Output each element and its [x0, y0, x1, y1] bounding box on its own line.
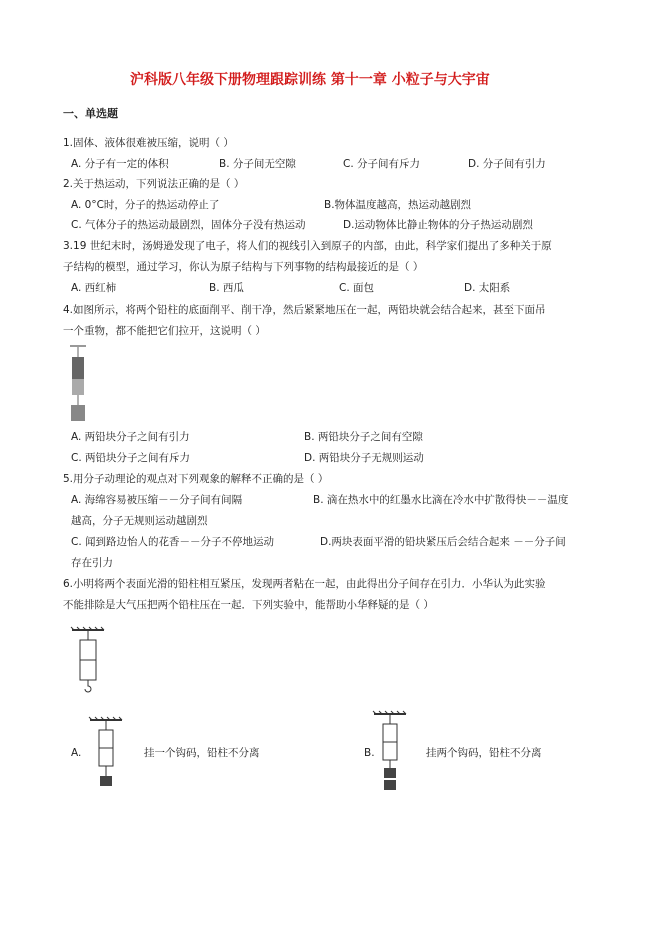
q6-option-a: 挂一个钩码，铅柱不分离: [144, 747, 260, 759]
q3-option-b: B. 西瓜: [209, 282, 244, 294]
q1-option-d: D. 分子间有引力: [468, 158, 546, 170]
q4-option-a: A. 两铅块分子之间有引力: [71, 431, 190, 443]
lead-cylinder-one-weight: [88, 716, 128, 796]
q6-option-b-label: B.: [364, 747, 375, 759]
q4-option-d: D. 两铅块分子无规则运动: [304, 452, 424, 464]
q3-option-a: A. 西红柿: [71, 282, 117, 294]
q2-option-b: B.物体温度越高，热运动越剧烈: [324, 199, 472, 211]
q1-option-b: B. 分子间无空隙: [219, 158, 296, 170]
q3-option-d: D. 太阳系: [464, 282, 511, 294]
q6-stem-line1: 6.小明将两个表面光滑的铅柱相互紧压，发现两者粘在一起，由此得出分子间存在引力．小华认为此实验: [63, 578, 546, 590]
q5-option-a: A. 海绵容易被压缩－－分子间有间隔: [71, 494, 243, 506]
section-heading: 一、单选题: [63, 107, 118, 120]
lead-cylinder-two-weights: [372, 710, 412, 800]
q5-stem: 5.用分子动理论的观点对下列观象的解释不正确的是（ ）: [63, 473, 329, 485]
q5-option-b-line1: B. 滴在热水中的红墨水比滴在冷水中扩散得快－－温度: [313, 494, 569, 506]
q4-option-b: B. 两铅块分子之间有空隙: [304, 431, 423, 443]
q1-stem: 1.固体、液体很难被压缩，说明（ ）: [63, 137, 234, 149]
q4-stem-line2: 一个重物，都不能把它们拉开，这说明（ ）: [63, 325, 266, 337]
q6-stem-line2: 不能排除是大气压把两个铅柱压在一起．下列实验中，能帮助小华释疑的是（ ）: [63, 599, 434, 611]
page-title: 沪科版八年级下册物理跟踪训练 第十一章 小粒子与大宇宙: [130, 72, 490, 88]
lead-cylinder-figure-q6: [70, 626, 110, 696]
q5-option-d-line1: D.两块表面平滑的铅块紧压后会结合起来 －－分子间: [320, 536, 566, 548]
q2-stem: 2.关于热运动，下列说法正确的是（ ）: [63, 178, 245, 190]
q2-option-a: A. 0°C时，分子的热运动停止了: [71, 199, 220, 211]
q2-option-d: D.运动物体比静止物体的分子热运动剧烈: [343, 219, 533, 231]
q3-stem-line1: 3.19 世纪末时，汤姆逊发现了电子，将人们的视线引入到原子的内部，由此，科学家们提出了多种关于原: [63, 240, 552, 252]
q4-option-c: C. 两铅块分子之间有斥力: [71, 452, 191, 464]
q2-option-c: C. 气体分子的热运动最剧烈，固体分子没有热运动: [71, 219, 306, 231]
q3-stem-line2: 子结构的模型，通过学习，你认为原子结构与下列事物的结构最接近的是（ ）: [63, 261, 424, 273]
q5-option-c: C. 闻到路边怡人的花香－－分子不停地运动: [71, 536, 275, 548]
q1-option-a: A. 分子有一定的体积: [71, 158, 169, 170]
q6-option-b: 挂两个钩码，铅柱不分离: [426, 747, 542, 759]
q6-option-a-label: A.: [71, 747, 82, 759]
lead-cylinder-figure: [68, 343, 92, 423]
q3-option-c: C. 面包: [339, 282, 375, 294]
q1-option-c: C. 分子间有斥力: [343, 158, 421, 170]
q4-stem-line1: 4.如图所示，将两个铅柱的底面削平、削干净，然后紧紧地压在一起，两铅块就会结合起来，甚至下面吊: [63, 304, 546, 316]
q5-option-b-line2: 越高，分子无规则运动越剧烈: [71, 515, 208, 527]
q5-option-d-line2: 存在引力: [71, 557, 113, 569]
